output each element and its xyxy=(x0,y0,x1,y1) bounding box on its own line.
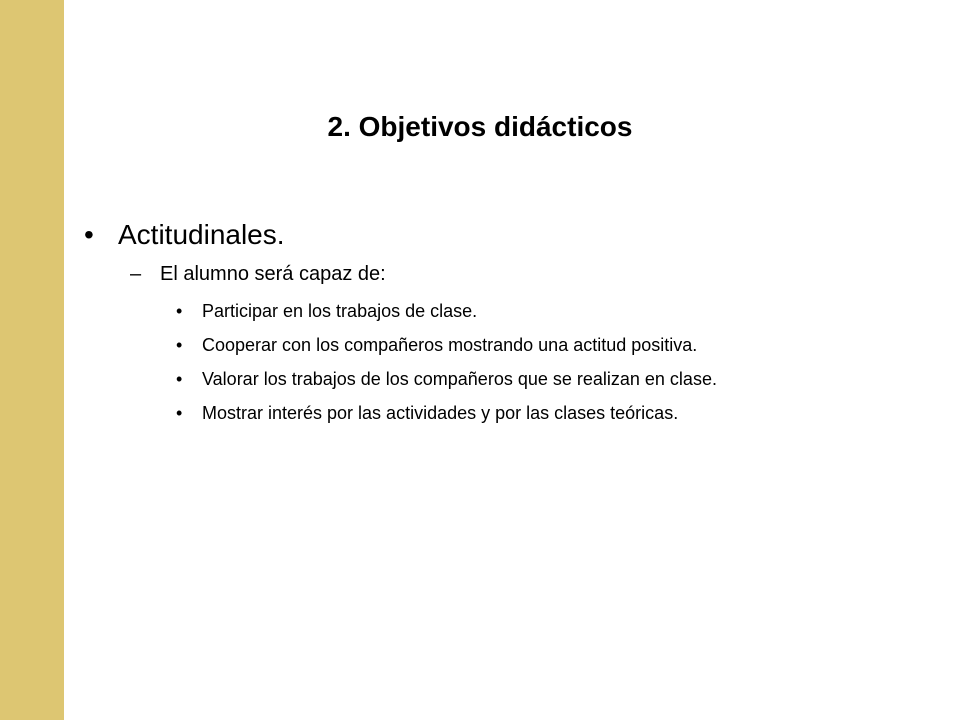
bullet-level2-text: El alumno será capaz de: xyxy=(160,263,386,285)
decorative-side-band xyxy=(0,0,64,720)
dash-bullet-icon: – xyxy=(130,263,142,285)
bullet-dot-icon: • xyxy=(176,403,183,423)
list-item xyxy=(176,402,876,425)
list-item xyxy=(176,334,876,357)
bullet-dot-icon: • xyxy=(176,335,183,355)
bullet-dot-icon: • xyxy=(176,369,183,389)
bullet-dot-icon: • xyxy=(84,219,94,250)
list-item-text: Mostrar interés por las actividades y por las clases teóricas. xyxy=(202,403,679,423)
list-item-text: Cooperar con los compañeros mostrando una actitud positiva. xyxy=(202,335,698,355)
bullet-dot-icon: • xyxy=(176,301,183,321)
list-item xyxy=(176,300,876,323)
list-item-text: Participar en los trabajos de clase. xyxy=(202,301,478,321)
list-item xyxy=(176,368,876,391)
slide-title: 2. Objetivos didácticos xyxy=(327,111,633,142)
objectives-list xyxy=(176,300,876,436)
bullet-level1-text: Actitudinales. xyxy=(118,219,285,250)
list-item-text: Valorar los trabajos de los compañeros que se realizan en clase. xyxy=(202,369,717,389)
